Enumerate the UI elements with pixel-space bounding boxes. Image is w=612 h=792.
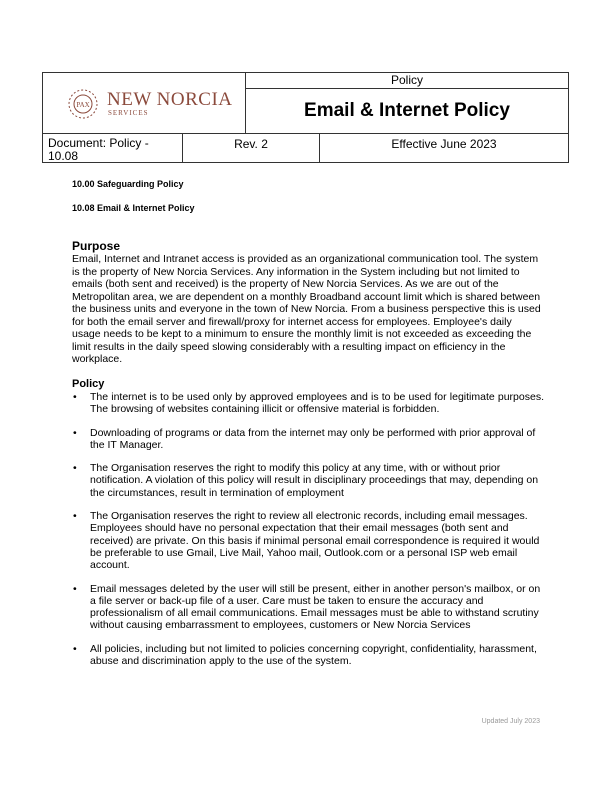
document-number: Document: Policy - 10.08 [43, 134, 183, 163]
policy-label: Policy [246, 73, 568, 89]
effective-date: Effective June 2023 [391, 137, 497, 151]
header-table [42, 72, 569, 163]
bullet-icon: • [73, 462, 77, 475]
policy-item-text: The Organisation reserves the right to review all electronic records, including email messages. Employees should have no personal expectation that their email messages (both sent and received) are private. On this basis if minimal personal email correspondence is required it would be preferable to use Gmail, Live Mail, Yahoo mail, Outlook.com or a personal ISP web email account. [90, 510, 540, 572]
policy-item-text: The Organisation reserves the right to modify this policy at any time, with or without prior notification. A violation of this policy will result in disciplinary proceedings that may, depending on the circumstances, result in termination of employment [90, 462, 539, 499]
list-item [72, 510, 544, 571]
list-item [72, 427, 544, 452]
bullet-icon: • [73, 426, 77, 439]
list-item [72, 391, 544, 416]
svg-text:PAX: PAX [76, 101, 90, 109]
purpose-text: Email, Internet and Intranet access is provided as an organizational communication tool. The system is the property of New Norcia Services. Any information in the System including but not limited to emails (both sent and received) is the property of New Norcia Services. As we are out of the Metropolitan area, we are dependent on a monthly Broadband account limit which is shared between the business units and everyone in the town of New Norcia. From a business perspective this is used for both the email server and firewall/proxy for internet access for employees. Employee's daily usage needs to be kept to a minimum to ensure the monthly limit is not exceeded as exceeding the limit results in the daily speed slowing considerably with a resulting impact on efficiency in the workplace. [72, 253, 541, 365]
policy-heading: Policy [72, 378, 105, 390]
footer-updated: Updated July 2023 [481, 718, 540, 725]
bullet-icon: • [73, 391, 77, 403]
logo-text: NEW NORCIA [107, 89, 233, 110]
list-item [72, 462, 544, 499]
purpose-heading: Purpose [72, 239, 121, 253]
bullet-icon: • [73, 582, 77, 595]
section-safeguarding: 10.00 Safeguarding Policy [72, 179, 184, 189]
crest-icon [63, 85, 103, 123]
policy-item-text: Downloading of programs or data from the internet may only be performed with prior approval of the IT Manager. [90, 426, 536, 451]
section-email-internet: 10.08 Email & Internet Policy [72, 203, 195, 213]
document-title: Email & Internet Policy [304, 100, 510, 121]
logo-subtext: SERVICES [108, 109, 149, 117]
revision: Rev. 2 [183, 134, 320, 163]
logo-cell [43, 73, 246, 133]
policy-item-text: All policies, including but not limited to policies concerning copyright, confidentiality, harassment, abuse and discrimination apply to the use of the system. [90, 642, 537, 668]
policy-item-text: The internet is to be used only by approved employees and is to be used for legitimate purposes. The browsing of websites containing illicit or offensive material is forbidden. [90, 391, 544, 416]
meta-row [43, 133, 568, 163]
list-item [72, 643, 544, 668]
new-norcia-logo [63, 85, 243, 125]
policy-item-text: Email messages deleted by the user will still be present, either in another person's mailbox, or on a file server or back-up file of a user. Care must be taken to ensure the accuracy and professionalism of all email communications. Email messages must be able to withstand scrutiny without causing embarrassment to employees, customers or New Norcia Services [90, 582, 541, 632]
bullet-icon: • [73, 510, 77, 523]
policy-list [72, 391, 544, 678]
bullet-icon: • [73, 642, 77, 655]
list-item [72, 583, 544, 632]
